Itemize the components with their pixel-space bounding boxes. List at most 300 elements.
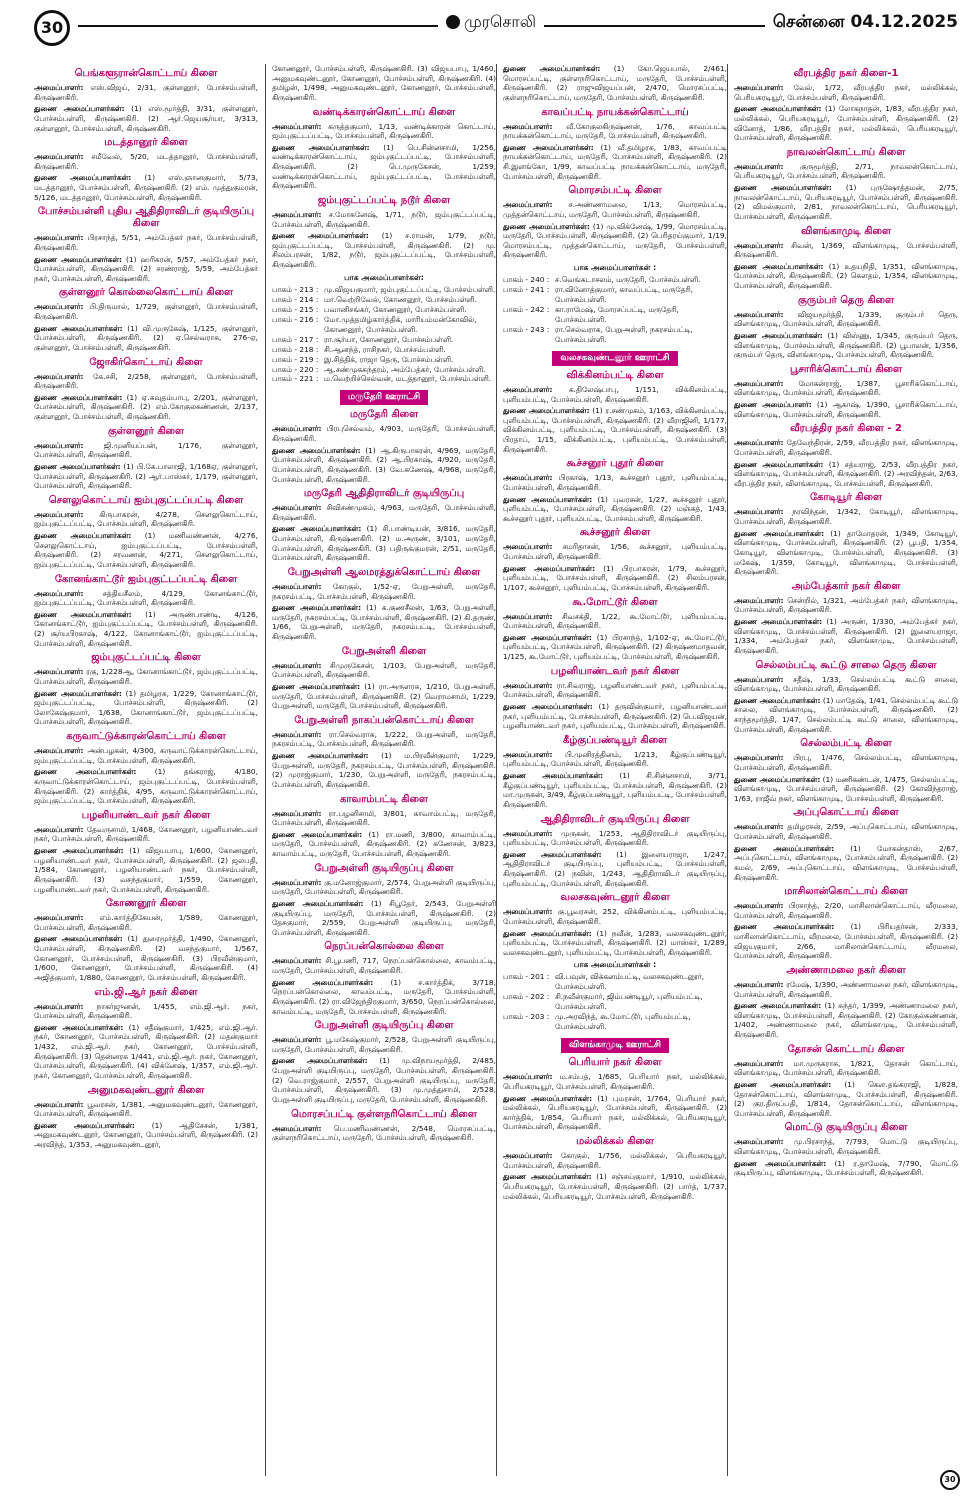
- member-entry: [503, 681, 727, 700]
- ward-row: [272, 305, 496, 315]
- member-entry: [34, 589, 258, 608]
- member-details: (1) புருஷோத்தமன், 2/75, நாவலன்கொட்டாய், பெரியகரடியூர், போச்சம்பள்ளி, கிருஷ்ணகிரி. (2) விமல்குமார், 2/81, நாவலன்கொட்டாய், பெரியகரடியூர், போச்சம்பள்ளி, கிருஷ்ணகிரி.: [734, 183, 958, 221]
- ward-row: [503, 325, 727, 345]
- branch-heading: ஜோகிர்கொட்டாய் கிளை: [89, 356, 203, 368]
- branch-heading: நாவலன்கொட்டாய் கிளை: [786, 146, 906, 158]
- ward-person: மு.விஜயகுமார், ஜம்புகுட்டப்பட்டி, போச்சம்பள்ளி.: [324, 284, 496, 294]
- member-details: (1) ர.தாமேஷ், 7/790, மொட்டு குடியிருப்பு, விளங்காமுடி, போச்சம்பள்ளி, கிருஷ்ணகிரி.: [734, 1158, 958, 1178]
- member-details: (1) மோகன்தாஸ், 2/67, அப்புகொட்டாய், விளங்காமுடி, போச்சம்பள்ளி, கிருஷ்ணகிரி. (2) கமல், 2/69, அப்புகொட்டாய், விளங்காமுடி, போச்சம்பள்ளி, கிருஷ்ணகிரி.: [734, 843, 958, 882]
- ward-number: பாகம் - 240 :: [503, 275, 550, 284]
- ward-number: பாகம் - 218 :: [272, 344, 319, 354]
- role-label: அமைப்பாளர்:: [503, 473, 553, 483]
- member-entry: [272, 878, 496, 897]
- role-label: துணை அமைப்பாளர்கள்:: [734, 617, 823, 626]
- member-details: (1) அருண், 1/330, அம்பேத்கர் நகர், விளங்காமுடி, போச்சம்பள்ளி, கிருஷ்ணகிரி. (2) இளையராஜா, 1/334, அம்பேத்கர் நகர், விளங்காமுடி, போச்சம்பள்ளி, கிருஷ்ணகிரி.: [734, 617, 958, 655]
- role-label: துணை அமைப்பாளர்கள்:: [34, 104, 125, 114]
- member-entry: [503, 829, 727, 848]
- branch-heading: குள்ளனூர் கிளை: [107, 425, 185, 437]
- member-details: பி.திருமால், 1/729, குள்ளனூர், போச்சம்பள்ளி, கிருஷ்ணகிரி.: [34, 302, 258, 321]
- member-entry: [734, 844, 958, 883]
- role-label: அமைப்பாளர்:: [34, 509, 84, 519]
- branch-heading: மொரசம்பட்டி கிளை: [568, 185, 662, 197]
- role-label: துணை அமைப்பாளர்கள்:: [734, 1001, 822, 1011]
- ward-person: ச.வெங்கடாசலம், மருதேரி, போச்சம்பள்ளி.: [555, 275, 701, 284]
- member-entry: [734, 507, 958, 526]
- role-label: அமைப்பாளர்:: [34, 667, 84, 677]
- member-entry: [503, 771, 727, 810]
- role-label: அமைப்பாளர்:: [503, 680, 553, 690]
- ward-person: இ.சித்திக், ராஜா தெரு, போச்சம்பள்ளி.: [324, 354, 454, 364]
- member-entry: [34, 255, 258, 284]
- role-label: அமைப்பாளர்:: [734, 309, 784, 319]
- branch-heading: குரும்பர் தெரு கிளை: [797, 294, 894, 306]
- role-label: துணை அமைப்பாளர்கள்:: [503, 1093, 593, 1103]
- member-entry: [34, 104, 258, 133]
- ward-row: [272, 365, 496, 375]
- role-label: அமைப்பாளர்:: [734, 1058, 784, 1068]
- member-entry: [734, 379, 958, 398]
- member-entry: [503, 702, 727, 731]
- branch-heading: நெரப்பன்கொல்லை கிளை: [324, 941, 444, 953]
- member-details: (1) சதீஷ்குமார், 1/425, எம்.ஜி.ஆர். நகர், கோணனூர், போச்சம்பள்ளி, கிருஷ்ணகிரி. (2) மதன்குமார் 1/432, எம்.ஜி.ஆர். நகர், கோணனூர், போச்சம்பள்ளி, கிருஷ்ணகிரி. (3) தென்னரசு 1/441, எம்.ஜி.ஆர். நகர், கோணனூர், போச்சம்பள்ளி, கிருஷ்ணகிரி. (4) விக்னேஷ், 1/357, எம்.ஜி.ஆர். நகர், கோணனூர், போச்சம்பள்ளி, கிருஷ்ணகிரி.: [34, 1022, 258, 1080]
- member-details: (1) ரா.அருளரசு, 1/210, பேறுஅள்ளி, மருதேரி, போச்சம்பள்ளி, கிருஷ்ணகிரி. (2) வெராமசாமி, 1/229, பேறுஅள்ளி, மருதேரி, போச்சம்பள்ளி, கிருஷ்ணகிரி.: [272, 681, 496, 711]
- member-entry: [272, 603, 496, 642]
- dateline: சென்னை 04.12.2025: [765, 12, 958, 34]
- member-details: (1) சுந்தர், 1/399, அண்ணாமலை நகர், விளங்காமுடி, போச்சம்பள்ளி, கிருஷ்ணகிரி. (2) கோகுல்கண்ணன், 1/402, அண்ணாமலை நகர், விளங்காமுடி, போச்சம்பள்ளி, கிருஷ்ணகிரி.: [734, 1001, 958, 1039]
- member-details: (1) தருவின்குமார், பழனியாண்டவர் நகர், புளியம்பட்டி, போச்சம்பள்ளி, கிருஷ்ணகிரி. (2) பெ.விஜயன், பழனியாண்டவர் நகர், புளியம்பட்டி, போச்சம்பள்ளி, கிருஷ்ணகிரி.: [503, 701, 727, 731]
- role-label: துணை அமைப்பாளர்கள்:: [503, 494, 593, 504]
- member-details: பிரபுசெல்வம், 4/903, மருதேரி, போச்சம்பள்ளி, கிருஷ்ணகிரி.: [272, 424, 496, 444]
- ward-person: வி.பவுன், விக்கனம்பட்டி, வலசகவுண்டனூர், போச்சம்பள்ளி.: [555, 972, 704, 992]
- member-entry: [734, 331, 958, 360]
- role-label: அமைப்பாளர்:: [34, 913, 84, 923]
- ward-row: [272, 345, 496, 355]
- member-entry: [734, 980, 958, 999]
- member-entry: [734, 460, 958, 489]
- member-details: முருகன், 1/253, ஆதிதிராவிடர் குடியிருப்பு, புளியம்பட்டி, போச்சம்பள்ளி, கிருஷ்ணகிரி.: [503, 828, 727, 848]
- member-details: (1) புமரசன், 1/764, பெரியார் நகர், மல்லிக்கல், பெரியகரடியூர், போச்சம்பள்ளி, கிருஷ்ணகிரி. (2) கார்த்திக், 1/854, பெரியார் நகர், மல்லிக்கல், பெரியகரடியூர், போச்சம்பள்ளி, கிருஷ்ணகிரி.: [503, 1093, 727, 1132]
- member-entry: [34, 1002, 258, 1021]
- ward-number: பாகம் - 221 :: [272, 374, 319, 384]
- ward-number: பாகம் - 241 :: [503, 284, 550, 294]
- role-label: அமைப்பாளர்:: [734, 378, 784, 388]
- branch-heading: ஜம்புகுட்டப்பட்டி நடூர் கிளை: [317, 194, 451, 206]
- member-entry: [503, 406, 727, 454]
- member-details: (1) பி.கே.பாலாஜி, 1/168ஏ, குள்ளனூர், போச்சம்பள்ளி, கிருஷ்ணகிரி. (2) ஆர்.பாஸ்கர், 1/179, குள்ளனூர், போச்சம்பள்ளி, கிருஷ்ணகிரி.: [34, 461, 258, 491]
- member-entry: [503, 750, 727, 769]
- member-details: (1) வி.முருகேஷ், 1/125, குள்ளனூர், போச்சம்பள்ளி, கிருஷ்ணகிரி. (2) ஏ.செல்வராசு, 276-ஏ, குள்ளனூர், போச்சம்பள்ளி, கிருஷ்ணகிரி.: [34, 323, 258, 352]
- member-entry: [272, 503, 496, 522]
- member-entry: [503, 200, 727, 219]
- role-label: அமைப்பாளர்:: [503, 121, 553, 131]
- ward-number: பாகம் - 243 :: [503, 324, 550, 334]
- member-details: மோகன்ராஜ், 1/387, பூசாரிக்கொட்டாய், விளங்காமுடி, போச்சம்பள்ளி, கிருஷ்ணகிரி.: [734, 378, 958, 398]
- role-label: அமைப்பாளர்:: [272, 209, 322, 219]
- ward-number: பாகம் - 242 :: [503, 304, 550, 314]
- member-details: (1) விஸ்ணு, 1/345, குரும்பர் தெரு, விளங்காமுடி, போச்சம்பள்ளி, கிருஷ்ணகிரி. (2) பூபாலன், 1/356, குரும்பர் தெரு, விளங்காமுடி, போச்சம்பள்ளி, கிருஷ்ணகிரி.: [734, 330, 958, 360]
- member-details: வீ.கோகுலகிருஷ்ணன், 1/76, காவப்பட்டி நாயக்கன்கொட்டாய், மருதேரி, போச்சம்பள்ளி, கிருஷ்ணகிரி.: [503, 121, 727, 141]
- member-entry: [34, 462, 258, 491]
- role-label: துணை அமைப்பாளர்கள்:: [272, 829, 363, 839]
- member-details: (1) உதயநிதி, 1/351, விளங்காமுடி, போச்சம்பள்ளி, கிருஷ்ணகிரி. (2) கௌதம், 1/354, விளங்காமுடி, போச்சம்பள்ளி, கிருஷ்ணகிரி.: [734, 261, 958, 290]
- member-details: சமரிதாசன், 1/56, கூச்சனூர், புளியம்பட்டி, போச்சம்பள்ளி, கிருஷ்ணகிரி.: [503, 542, 727, 562]
- branch-heading: பேறுஅள்ளி குடியிருப்பு கிளை: [314, 1020, 454, 1032]
- member-details: தேவேந்திரன், 2/59, வீரபத்திர நகர், விளங்காமுடி, போச்சம்பள்ளி, கிருஷ்ணகிரி.: [734, 438, 958, 457]
- role-label: அமைப்பாளர்:: [734, 753, 784, 763]
- member-details: கோகுல், 1/52-ஏ, பேறுஅள்ளி, மருதேரி, நகரசம்பட்டி, போச்சம்பள்ளி, கிருஷ்ணகிரி.: [272, 581, 496, 601]
- role-label: துணை அமைப்பாளர்கள்:: [503, 563, 596, 573]
- role-label: துணை அமைப்பாளர்:: [734, 400, 812, 409]
- role-label: அமைப்பாளர்:: [34, 588, 84, 598]
- role-label: துணை அமைப்பாளர்கள்:: [34, 609, 132, 619]
- role-label: துணை அமைப்பாளர்கள்:: [272, 898, 364, 908]
- member-details: (1) நவீன், 1/283, வலசகவுண்டனூர், புளியம்பட்டி, போச்சம்பள்ளி, கிருஷ்ணகிரி. (2) மாஸ்கர், 1/289, வலசகவுண்டனூர், புளியம்பட்டி, போச்சம்பள்ளி, கிருஷ்ணகிரி.: [503, 928, 727, 957]
- member-details: சிவசக்தி, 1/22, கூ.மோட்டூர், புளியம்பட்டி, போச்சம்பள்ளி, கிருஷ்ணகிரி.: [503, 611, 727, 631]
- member-entry: [34, 233, 258, 252]
- page-number: 30: [34, 10, 70, 46]
- role-label: துணை அமைப்பாளர்கள்:: [734, 261, 824, 271]
- member-details: (1) பிரியதர்சன், 2/333, மாசிலான்கொட்டாய், வீரமலை, போச்சம்பள்ளி, கிருஷ்ணகிரி. (2) விஜயகுமார், 2/66, மாசிலான்கொட்டாய், வீரமலை, போச்சம்பள்ளி, கிருஷ்ணகிரி.: [734, 922, 958, 961]
- member-details: சிமுருகேசன், 1/103, பேறுஅள்ளி, மருதேரி, போச்சம்பள்ளி, கிருஷ்ணகிரி.: [272, 660, 496, 680]
- ward-person: ம.வெற்றிச்செல்வன், மடத்தானூர், போச்சம்பள்ளி.: [324, 374, 492, 384]
- role-label: துணை அமைப்பாளர்கள்:: [272, 231, 369, 241]
- member-details: (1) மாதேஷ், 1/41, செல்லம்பட்டி கூட்டு சாலை, விளங்காமுடி, போச்சம்பள்ளி, கிருஷ்ணகிரி. (2) சாந்தமூர்த்தி, 1/47, செல்லம்பட்டி கூட்டு சாலை, விளங்காமுடி, போச்சம்பள்ளி, கிருஷ்ணகிரி.: [734, 695, 958, 734]
- member-details: சத்தியசீலம், 4/129, கோனங்காட்டூர், ஐம்புகுட்டப்பட்டி, போச்சம்பள்ளி, கிருஷ்ணகிரி.: [34, 588, 258, 608]
- branch-heading: கோனங்காட்டூர் ஐம்புகுட்டப்பட்டி கிளை: [54, 573, 238, 585]
- member-details: (1) கோ.ஜெயபால், 2/461, மொரசப்பட்டி, குள்ளநரிகொட்டாய், மருதேரி, போச்சம்பள்ளி, கிருஷ்ணகிரி. (2) ராஜுவிஜயப்பன், 2/470, மொரசப்பட்டி, குள்ளநரிகொட்டாய், மருதேரி, போச்சம்பள்ளி, கிருஷ்ணகிரி.: [503, 64, 727, 102]
- member-details: அன்பழகன், 4/300, கருவாட்டுக்காரன்கொட்டாய், ஜம்புகுட்டப்பட்டி, போச்சம்பள்ளி, கிருஷ்ணகிரி.: [34, 746, 258, 765]
- ward-person: சி.ஆனந்த், ராசிநகர், போச்சம்பள்ளி.: [324, 344, 446, 354]
- role-label: அமைப்பாளர்:: [34, 440, 84, 450]
- branch-heading: பேறுஅள்ளி குடியிருப்பு கிளை: [314, 862, 454, 874]
- role-label: துணை அமைப்பாளர்கள்:: [734, 104, 822, 114]
- branch-heading: ஜம்புகுட்டப்பட்டி கிளை: [91, 652, 201, 664]
- ward-person: ஆ.சண்முகசுந்தரம், அம்பேத்கர், போச்சம்பள்ளி.: [324, 364, 486, 374]
- role-label: துணை அமைப்பாளர்கள்:: [272, 751, 369, 761]
- role-label: அமைப்பாளர்:: [503, 384, 553, 394]
- member-details: (1) ச.கார்த்திக், 3/718, நெரப்பன்கொல்லை, காவம்பட்டி, மருதேரி, போச்சம்பள்ளி, கிருஷ்ணகிரி. (2) ரா.விஜேந்திரகுமார், 3/650, நெரப்பன்கொல்லை, காவம்பட்டி, மருதேரி, போச்சம்பள்ளி, கிருஷ்ணகிரி.: [272, 977, 496, 1016]
- branch-heading: பழனியாண்டவர் நகர் கிளை: [550, 665, 680, 677]
- member-entry: [272, 231, 496, 270]
- member-entry: [272, 730, 496, 749]
- member-details: எம்.கார்த்திகேயன், 1/589, கோணனூர், போச்சம்பள்ளி, கிருஷ்ணகிரி.: [34, 913, 258, 932]
- branch-heading: அம்பேத்கார் நகர் கிளை: [791, 580, 901, 592]
- member-details: (1) சி.சின்னசாமி, 3/71, கீழ்குப்பண்டியூர், புளியம்பட்டி, போச்சம்பள்ளி, கிருஷ்ணகிரி. (2) மா.முருகன், 3/49, கீழ்குப்பண்டியூர், புளியம்பட்டி, போச்சம்பள்ளி, கிருஷ்ணகிரி.: [503, 771, 727, 809]
- branch-heading: பேறுஅள்ளி நாகப்பன்கொட்டாய் கிளை: [294, 714, 474, 726]
- member-entry: [272, 582, 496, 601]
- member-entry: [34, 1023, 258, 1081]
- role-label: அமைப்பாளர்:: [272, 660, 322, 670]
- branch-heading: கூ.மோட்டூர் கிளை: [572, 596, 658, 608]
- member-entry: [734, 241, 958, 260]
- member-entry: [34, 667, 258, 686]
- role-label: அமைப்பாளர்:: [272, 121, 322, 131]
- role-label: துணை அமைப்பாளர்கள்:: [272, 603, 362, 613]
- role-label: துணை அமைப்பாளர்கள்:: [503, 632, 592, 642]
- ward-number: பாகம் - 219 :: [272, 354, 319, 364]
- member-details: (1) இளையராஜா, 1/247, ஆதிதிராவிடர் குடியிருப்பு, புளியம்பட்டி, போச்சம்பள்ளி, கிருஷ்ணகிரி. (2) நவின், 1/243, ஆதிதிராவிடர் குடியிருப்பு, புளியம்பட்டி, போச்சம்பள்ளி, கிருஷ்ணகிரி.: [503, 849, 727, 888]
- role-label: துணை அமைப்பாளர்கள்:: [734, 528, 825, 538]
- member-details: கு.மனோஜ்குமார், 2/574, பேறுஅள்ளி குடியிருப்பு, மருதேரி, போச்சம்பள்ளி, கிருஷ்ணகிரி.: [272, 877, 496, 897]
- branch-heading: காவப்பட்டி நாயக்கன்கொட்டாய்: [541, 106, 689, 118]
- member-entry: [503, 222, 727, 261]
- member-entry: [503, 473, 727, 492]
- member-entry: [34, 1100, 258, 1119]
- member-entry: [503, 564, 727, 593]
- role-label: அமைப்பாளர்:: [503, 749, 553, 759]
- member-details: சிவன், 1/369, விளங்காமுடி, போச்சம்பள்ளி, கிருஷ்ணகிரி.: [734, 240, 958, 260]
- member-details: (1) புவரசன், 1/27, கூச்சனூர் புதூர், புளியம்பட்டி, போச்சம்பள்ளி, கிருஷ்ணகிரி. (2) மஞ்சுத், 1/43, கூச்சனூர் புதூர், புளியம்பட்டி, போச்சம்பள்ளி, கிருஷ்ணகிரி.: [503, 494, 727, 523]
- member-details: (1) ஆ.கிருபாகரன், 4/969, மருதேரி, போச்சம்பள்ளி, கிருஷ்ணகிரி. (2) ஆ.பிரகாஷ், 4/920, மருதேரி, போச்சம்பள்ளி, கிருஷ்ணகிரி. (3) வே.கணேஷ், 4/968, மருதேரி, போச்சம்பள்ளி, கிருஷ்ணகிரி.: [272, 445, 496, 484]
- member-details: (1) மணிவண்ணன், 4/276, சௌலுகொட்டாய், ஐம்புகுட்டப்பட்டி, போச்சம்பள்ளி, கிருஷ்ணகிரி. (2) சரவணன், 4/271, சௌலுகொட்டாய், ஐம்புகுட்டப்பட்டி, போச்சம்பள்ளி, கிருஷ்ணகிரி.: [34, 531, 258, 569]
- role-label: துணை அமைப்பாளர்கள்:: [272, 681, 361, 691]
- member-entry: [503, 385, 727, 404]
- branch-heading: மொரசப்பட்டி குள்ளநரிகொட்டாய் கிளை: [291, 1108, 477, 1120]
- member-details: ரா.செல்வராசு, 1/222, பேறுஅள்ளி, மருதேரி, நகரசம்பட்டி, போச்சம்பள்ளி, கிருஷ்ணகிரி.: [272, 729, 496, 749]
- member-entry: [272, 751, 496, 790]
- ward-person: பவானிசங்கர், கோணனூர், போச்சம்பள்ளி.: [324, 304, 467, 314]
- member-entry: [34, 531, 258, 570]
- role-label: துணை அமைப்பாளர்கள்:: [503, 142, 594, 152]
- column-1: [34, 64, 258, 1476]
- role-label: அமைப்பாளர்:: [734, 438, 784, 448]
- role-label: துணை அமைப்பாளர்கள்:: [34, 531, 132, 540]
- role-label: அமைப்பாளர்:: [734, 83, 784, 92]
- member-entry: [34, 934, 258, 982]
- panchayat-heading: விளங்காமுடி ஊராட்சி: [561, 1038, 669, 1053]
- member-details: குருமூர்த்தி, 2/71, நாவலன்கொட்டாய், பெரியகரடியூர், போச்சம்பள்ளி, கிருஷ்ணகிரி.: [734, 161, 958, 181]
- role-label: துணை அமைப்பாளர்கள்:: [503, 771, 604, 781]
- branch-heading: பேறுஅள்ளி கிளை: [341, 645, 427, 657]
- member-entry: [34, 913, 258, 932]
- brand-name: முரசொலி: [464, 12, 536, 31]
- member-entry: [34, 610, 258, 649]
- ward-person: மு.அரவிந்த், கூ.மோட்டூர், புளியம்பட்டி, போச்சம்பள்ளி.: [555, 1012, 691, 1032]
- role-label: துணை அமைப்பாளர்கள்:: [734, 695, 821, 705]
- member-entry: [34, 83, 258, 102]
- subheading: பாக அமைப்பாளர்கள் :: [573, 960, 657, 970]
- member-details: மு.பிரசாந்த், 7/793, மொட்டு குடியிருப்பு, விளங்காமுடி, போச்சம்பள்ளி, கிருஷ்ணகிரி.: [734, 1137, 958, 1156]
- member-details: (1) விஜயபாபு, 1/600, கோணனூர், பழனியாண்டவர் நகர், போச்சம்பள்ளி, கிருஷ்ணகிரி. (2) ஜலபதி, 1/584, கோணனூர், பழனியாண்டவர் நகர், போச்சம்பள்ளி, கிருஷ்ணகிரி. (3) வசந்தகுமார், 1/559, கோணனூர், பழனியாண்டவர் நகர், போச்சம்பள்ளி, கிருஷ்ணகிரி.: [34, 846, 258, 894]
- panchayat-heading: வலசகவுண்டனூர் ஊராட்சி: [552, 351, 677, 366]
- member-details: ரா.பழனிசாமி, 3/801, காவாம்பட்டி, மருதேரி, போச்சம்பள்ளி, கிருஷ்ணகிரி.: [272, 808, 496, 828]
- branch-heading: வீரபத்திர நகர் கிளை - 2: [790, 423, 902, 435]
- branch-heading: செல்லம்பட்டி கிளை: [800, 738, 892, 750]
- branch-heading: தோசன் கொட்டாய் கிளை: [787, 1043, 905, 1055]
- role-label: துணை அமைப்பாளர்கள்:: [272, 977, 374, 987]
- role-label: அமைப்பாளர்:: [734, 674, 784, 684]
- member-details: சதீஷ், 1/33, செல்லம்பட்டி கூட்டு சாலை, விளங்காமுடி, போச்சம்பள்ளி, கிருஷ்ணகிரி.: [734, 674, 958, 694]
- member-entry: [272, 830, 496, 859]
- member-details: (1) ஏ.கவுதம்பாபு, 2/201, குள்ளனூர், போச்சம்பள்ளி, கிருஷ்ணகிரி. (2) எம்.கோகுலகண்ணன், 2/137, குள்ளனூர், போச்சம்பள்ளி, கிருஷ்ணகிரி.: [34, 392, 258, 421]
- member-entry: [272, 210, 496, 229]
- role-label: துணை அமைப்பாளர்கள்:: [34, 934, 123, 944]
- role-label: அமைப்பாளர்:: [734, 507, 784, 517]
- role-label: அமைப்பாளர்:: [34, 371, 84, 381]
- role-label: அமைப்பாளர்:: [272, 424, 322, 434]
- member-details: (1) தமிழரசு, 1/229, கோனாங்காட்டூர், ஜம்புகுட்டப்பட்டி, போச்சம்பள்ளி, கிருஷ்ணகிரி. (2) லோகேஷ்குமார், 1/638, கோனாங்காட்டூர், ஜம்புகுட்டப்பட்டி, போச்சம்பள்ளி, கிருஷ்ணகிரி.: [34, 688, 258, 727]
- branch-heading: குள்ளனூர் கொல்லைகொட்டாய் கிளை: [58, 287, 234, 299]
- member-details: ஜி.முனியப்பன், 1/176, குள்ளனூர், போச்சம்பள்ளி, கிருஷ்ணகிரி.: [34, 440, 258, 460]
- member-entry: [272, 143, 496, 191]
- role-label: துணை அமைப்பாளர்கள்:: [34, 323, 123, 333]
- role-label: அமைப்பாளர்:: [503, 611, 553, 621]
- member-details: தேவருசாமி, 1/468, கோணனூர், பழனியாண்டவர் நகர், போச்சம்பள்ளி, கிருஷ்ணகிரி.: [34, 824, 258, 844]
- branch-heading: கீழ்குப்பண்டியூர் கிளை: [562, 734, 668, 746]
- member-entry: [734, 696, 958, 735]
- role-label: அமைப்பாளர்:: [272, 1035, 322, 1045]
- role-label: துணை அமைப்பாளர்கள்:: [272, 142, 370, 152]
- member-details: எஸ்.விஜய், 2/31, குள்ளனூர், போச்சம்பள்ளி, கிருஷ்ணகிரி.: [34, 83, 258, 102]
- subheading: பாக அமைப்பாளர்கள் :: [573, 263, 657, 272]
- masthead-logo-icon: [446, 15, 460, 29]
- member-entry: [272, 809, 496, 828]
- member-entry: [272, 1035, 496, 1054]
- member-entry: [734, 162, 958, 181]
- member-entry: [503, 542, 727, 561]
- role-label: துணை அமைப்பாளர்கள்:: [734, 330, 823, 340]
- member-entry: [734, 1059, 958, 1078]
- member-details: பிரசாந்த், 2/20, மாசிலான்கொட்டாய், வீரமலை, போச்சம்பள்ளி, கிருஷ்ணகிரி.: [734, 901, 958, 920]
- member-details: (1) சி.பாண்டியன், 3/816, மருதேரி, போச்சம்பள்ளி, கிருஷ்ணகிரி. (2) ம.அருண், 3/101, மருதேரி, போச்சம்பள்ளி, கிருஷ்ணகிரி. (3) பதிருக்குமரன், 2/51, மருதேரி, போச்சம்பள்ளி, கிருஷ்ணகிரி.: [272, 524, 496, 563]
- role-label: துணை அமைப்பாளர்கள்:: [503, 701, 593, 711]
- branch-heading: பூசாரிக்கொட்டாய் கிளை: [789, 363, 903, 375]
- member-entry: [34, 441, 258, 460]
- branch-heading: செல்லம்பட்டி கூட்டு சாலை தெரு கிளை: [755, 659, 937, 671]
- ward-number: பாகம் - 214 :: [272, 294, 319, 304]
- member-entry: [734, 1001, 958, 1040]
- member-details: (1) ஹரிகரன், 5/57, அம்பேத்கர் நகர், போச்சம்பள்ளி, கிருஷ்ணகிரி. (2) சரண்ராஜ், 5/59, அம்பேத்கர் நகர், போச்சம்பள்ளி, கிருஷ்ணகிரி.: [34, 254, 258, 283]
- ward-row: [503, 1012, 727, 1032]
- role-label: துணை அமைப்பாளர்கள்:: [734, 459, 824, 469]
- member-entry: [734, 529, 958, 577]
- member-entry: [34, 1121, 258, 1150]
- role-label: அமைப்பாளர்:: [734, 161, 784, 171]
- role-label: அமைப்பாளர்:: [503, 907, 553, 917]
- role-label: அமைப்பாளர்:: [503, 1151, 553, 1161]
- role-label: துணை அமைப்பாளர்கள்:: [272, 445, 361, 455]
- branch-heading: வண்டிக்காரன்கொட்டாய் கிளை: [312, 106, 456, 118]
- member-details: (1) ச.ராமன், 1/79, நடூர், ஜம்புகுட்டப்பட்டி, போச்சம்பள்ளி, கிருஷ்ணகிரி. (2) மு. சிலம்பரசன், 1/82, நடூர், ஜம்புகுட்டப்பட்டி, போச்சம்பள்ளி, கிருஷ்ணகிரி.: [272, 231, 496, 269]
- role-label: துணை அமைப்பாளர்கள்:: [503, 406, 590, 416]
- branch-heading: மருதேரி ஆதிதிராவிடர் குடியிருப்பு: [303, 488, 465, 500]
- ward-person: ரா.செல்வராசு, பேறுஅள்ளி, நகரசம்பட்டி, போச்சம்பள்ளி.: [555, 324, 693, 344]
- role-label: துணை அமைப்பாளர்கள்:: [503, 928, 592, 938]
- member-entry: [734, 400, 958, 419]
- member-entry: [734, 1137, 958, 1156]
- member-details: சிவிசண்முகம், 4/963, மருதேரி, போச்சம்பள்ளி, கிருஷ்ணகிரி.: [272, 503, 496, 522]
- member-entry: [503, 495, 727, 524]
- role-label: துணை அமைப்பாளர்கள்:: [34, 254, 122, 264]
- role-label: அமைப்பாளர்:: [34, 746, 84, 755]
- member-entry: [734, 775, 958, 804]
- ward-row: [503, 972, 727, 992]
- member-entry: [503, 633, 727, 662]
- member-entry: [34, 825, 258, 844]
- role-label: துணை அமைப்பாளர்கள்:: [34, 461, 121, 471]
- member-details: (1) லோகநாதன், 1/83, வீரபத்திர நகர், மல்லிக்கல், பெரியகரடியூர், போச்சம்பள்ளி, கிருஷ்ணகிரி. (2) வினோத், 1/86, வீரபத்திர நகர், மல்லிக்கல், பெரியகரடியூர், போச்சம்பள்ளி, கிருஷ்ணகிரி.: [734, 104, 958, 143]
- member-entry: [503, 64, 727, 103]
- role-label: துணை அமைப்பாளர்கள்:: [734, 1158, 827, 1168]
- member-details: கருத்தகுமார், 1/13, வண்டிக்காரன் கொட்டாய், ஜம்புகுட்டப்பட்டி, போச்சம்பள்ளி, கிருஷ்ணகிரி.: [272, 121, 496, 141]
- branch-heading: பெங்களூரான்கொட்டாய் கிளை: [74, 68, 218, 79]
- member-details: சி.பூபணி, 717, நெரப்பன்கொல்லை, காவம்பட்டி, மருதேரி, போச்சம்பள்ளி, கிருஷ்ணகிரி.: [272, 956, 496, 976]
- role-label: துணை அமைப்பாளர்கள்:: [34, 846, 124, 855]
- ward-row: [272, 335, 496, 345]
- role-label: அமைப்பாளர்:: [503, 200, 553, 210]
- member-details: ரமேஷ், 1/390, அண்ணாமலை நகர், விளங்காமுடி, போச்சம்பள்ளி, கிருஷ்ணகிரி.: [734, 979, 958, 999]
- subheading: பாக அமைப்பாளர்கள்:: [344, 272, 424, 282]
- footer-page-number: 30: [940, 1470, 960, 1490]
- member-entry: [272, 64, 496, 103]
- member-entry: [503, 143, 727, 182]
- branch-heading: மல்லிக்கல் கிளை: [576, 1136, 654, 1148]
- branch-heading: மருதேரி கிளை: [349, 409, 419, 421]
- ward-row: [503, 285, 727, 305]
- member-entry: [34, 302, 258, 321]
- member-details: வேல், 1/72, வீரபத்திர நகர், மல்லிக்கல், பெரியகரடியூர், போச்சம்பள்ளி, கிருஷ்ணகிரி.: [734, 83, 958, 102]
- branch-heading: கருவாட்டுக்காரன்கொட்டாய் கிளை: [66, 731, 226, 742]
- member-entry: [734, 617, 958, 656]
- role-label: அமைப்பாளர்:: [734, 822, 784, 832]
- member-entry: [734, 104, 958, 143]
- member-entry: [272, 1056, 496, 1104]
- member-details: (1) சிபூதேர், 2/543, பேறுஅள்ளி குடியிருப்பு, மருதேரி, போச்சம்பள்ளி, கிருஷ்ணகிரி. (2) தேசகுமார், 2/559, பேறுஅள்ளி குடியிருப்பு, மருதேரி, போச்சம்பள்ளி, கிருஷ்ணகிரி.: [272, 898, 496, 937]
- member-entry: [272, 978, 496, 1017]
- member-details: (1) ம.பிரவீன்குமார், 1/229, பேறுஅள்ளி, மருதேரி, நகரசம்பட்டி, போச்சம்பள்ளி, கிருஷ்ணகிரி. (2) முராஜ்குமார், 1/230, பேறுஅள்ளி, மருதேரி, நகரசம்பட்டி, போச்சம்பள்ளி, கிருஷ்ணகிரி.: [272, 751, 496, 789]
- branch-heading: அண்ணாமலை நகர் கிளை: [786, 964, 906, 976]
- member-entry: [734, 822, 958, 841]
- member-details: (1) எஸ்.மூர்த்தி, 3/31, குள்ளனூர், போச்சம்பள்ளி, கிருஷ்ணகிரி. (2) ஆர்.ஜெயசூர்யா, 3/313, குள்ளனூர், போச்சம்பள்ளி, கிருஷ்ணகிரி.: [34, 104, 258, 133]
- branch-heading: மொட்டு குடியிருப்பு கிளை: [784, 1122, 908, 1134]
- ward-number: பாகம் - 216 :: [272, 314, 319, 324]
- branch-heading: கூச்சனூர் புதூர் கிளை: [566, 458, 664, 470]
- role-label: அமைப்பாளர்:: [503, 828, 553, 838]
- ward-person: ரா.சூர்யா, கோணனூர், போச்சம்பள்ளி.: [324, 334, 454, 344]
- role-label: அமைப்பாளர்:: [734, 1137, 784, 1147]
- member-details: பிரகாஷ், 1/13, கூச்சனூர் புதூர், புளியம்பட்டி, போச்சம்பள்ளி, கிருஷ்ணகிரி.: [503, 473, 727, 492]
- member-details: (1) அருண்பாண்டி, 4/126, கோனங்காட்டூர், ஐம்புகுட்டப்பட்டி, போச்சம்பள்ளி, கிருஷ்ணகிரி. (2) சூர்யபிரகாஷ், 4/122, கோனாங்காட்டூர், ஐம்புகுட்டப்பட்டி, போச்சம்பள்ளி, கிருஷ்ணகிரி.: [34, 609, 258, 648]
- branch-heading: பேறுஅள்ளி ஆலமரத்துக்கொட்டாய் கிளை: [287, 566, 481, 578]
- role-label: அமைப்பாளர்:: [734, 979, 784, 989]
- member-details: (1) பெ.சின்னசாமி, 1/256, வண்டிக்காரன்கொட்டாய், ஜம்புகுட்டப்பட்டி, போச்சம்பள்ளி, கிருஷ்ணகிரி. (2) பெ.முருகேசன், 1/259, வண்டிக்காரன்கொட்டாய், ஜம்புகுட்டப்பட்டி, போச்சம்பள்ளி, கிருஷ்ணகிரி.: [272, 142, 496, 191]
- role-label: துணை அமைப்பாளர்கள்:: [734, 1079, 832, 1089]
- branch-heading: எம்.ஜி.ஆர் நகர் கிளை: [94, 986, 198, 998]
- member-entry: [34, 372, 258, 391]
- member-details: (1) பிரபாகரன், 1/79, கூச்சனூர், புளியம்பட்டி, போச்சம்பள்ளி, கிருஷ்ணகிரி. (2) சிலம்பரசன், 1/107, கூச்சனூர், புளியம்பட்டி, போச்சம்பள்ளி, கிருஷ்ணகிரி.: [503, 563, 727, 592]
- branch-heading: மடத்தானூர் கிளை: [104, 137, 188, 149]
- member-entry: [503, 929, 727, 958]
- role-label: துணை அமைப்பாளர்கள்:: [503, 1172, 592, 1182]
- member-entry: [503, 122, 727, 141]
- member-details: பி.முனிரத்தினம், 1/213, கீழ்குப்பண்டியூர், புளியம்பட்டி, போச்சம்பள்ளி, கிருஷ்ணகிரி.: [503, 749, 727, 769]
- member-entry: [503, 1172, 727, 1201]
- role-label: அமைப்பாளர்:: [34, 233, 84, 243]
- role-label: அமைப்பாளர்:: [734, 901, 784, 911]
- member-entry: [734, 1159, 958, 1178]
- member-entry: [272, 424, 496, 443]
- member-details: (1) க.குணசீலன், 1/63, பேறுஅள்ளி, மருதேரி, நகரசம்பட்டி, போச்சம்பள்ளி, கிருஷ்ணகிரி. (2) கி.தருண், 1/66, பேறுஅள்ளி, மருதேரி, நகரசம்பட்டி, போச்சம்பள்ளி, கிருஷ்ணகிரி.: [272, 603, 496, 642]
- branch-heading: பெரியார் நகர் கிளை: [568, 1057, 662, 1069]
- member-details: பெ.மணிவண்ணன், 2/548, மொரசப்பட்டி, குள்ளநரிகொட்டாய், மருதேரி, போச்சம்பள்ளி, கிருஷ்ணகிரி.: [272, 1123, 496, 1143]
- ward-row: [272, 374, 496, 384]
- role-label: துணை அமைப்பாளர்கள்:: [272, 1056, 368, 1066]
- member-entry: [503, 850, 727, 889]
- ward-number: பாகம் - 202 :: [503, 992, 550, 1002]
- member-details: (1) வீ.தமிழரசு, 1/83, காவப்பட்டி நாயக்கன்கொட்டாய், மருதேரி, போச்சம்பள்ளி, கிருஷ்ணகிரி. (2) சி.இளங்கோ, 1/99, காவப்பட்டி நாயக்கன்கொட்டாய், மருதேரி, போச்சம்பள்ளி, கிருஷ்ணகிரி.: [503, 142, 727, 181]
- role-label: துணை அமைப்பாளர்கள்:: [34, 688, 122, 698]
- member-entry: [503, 1072, 727, 1091]
